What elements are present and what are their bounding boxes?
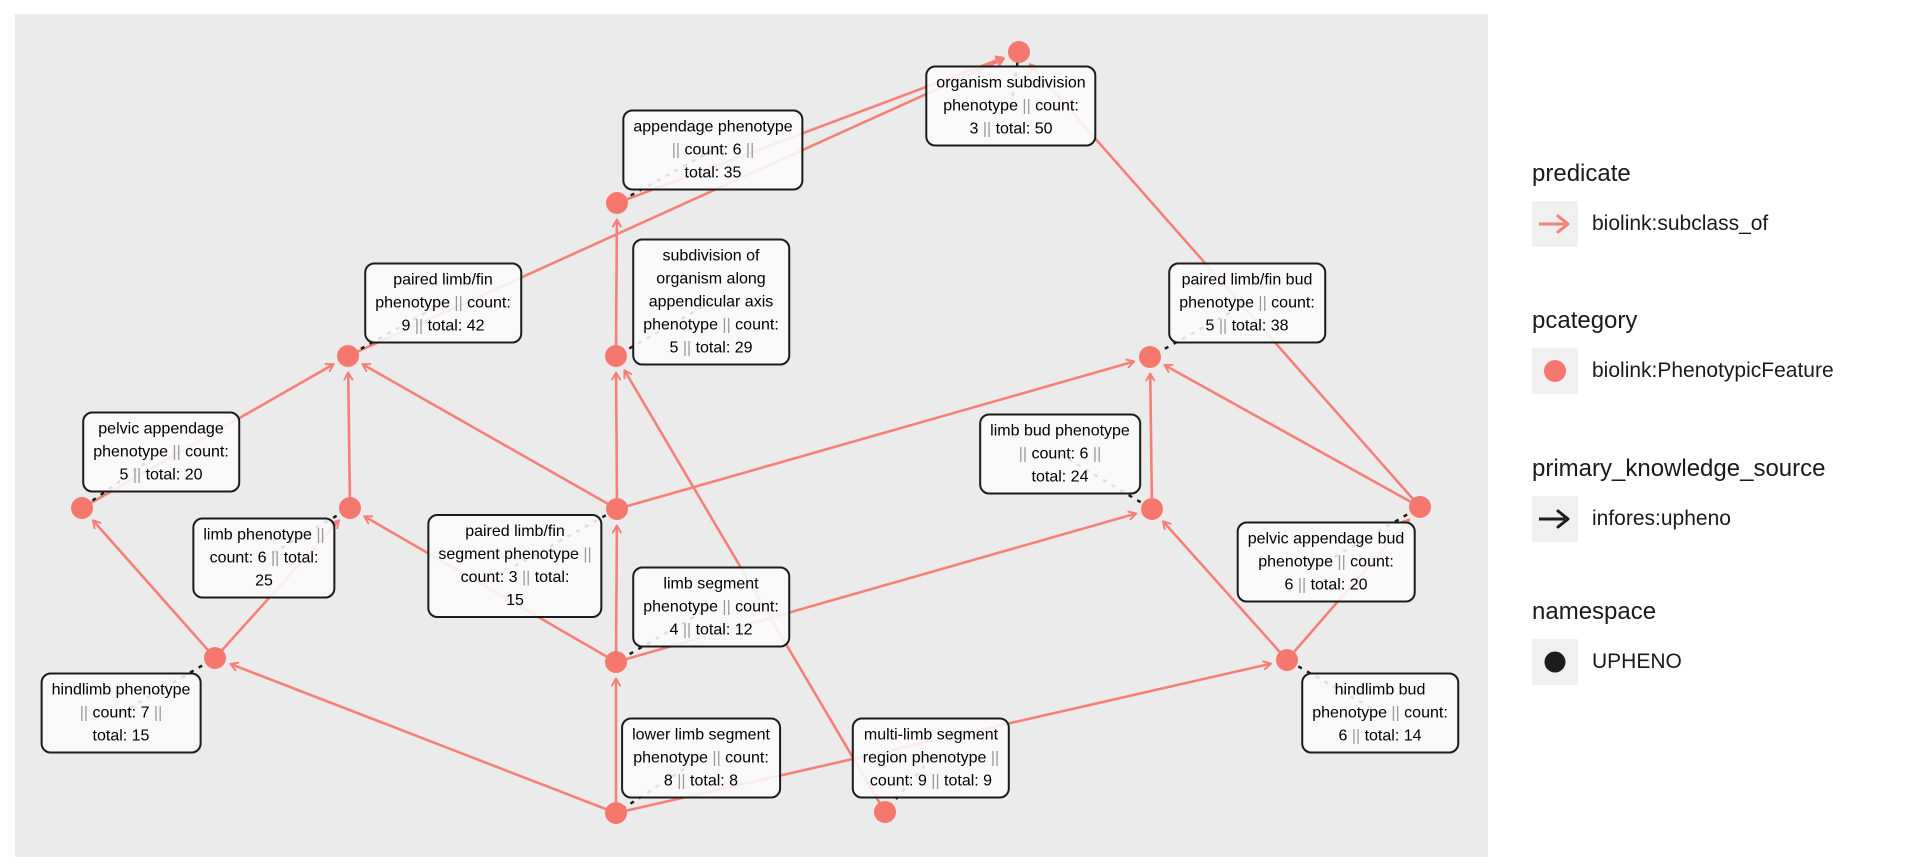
node-organism_subdivision (1008, 41, 1030, 63)
node-label-line: count: 3 || total: (460, 569, 570, 586)
legend (1532, 0, 1912, 865)
node-label-line: phenotype || count: (1312, 704, 1448, 722)
node-label-line: hindlimb phenotype (51, 681, 191, 699)
node-label-line: paired limb/fin (465, 523, 565, 540)
legend-title-pcategory: pcategory (1532, 307, 1638, 334)
node-label-line: pelvic appendage bud (1247, 530, 1405, 548)
edge-limb-to-paired_limb_fin (348, 373, 350, 508)
legend-section-predicate (1532, 160, 1768, 247)
legend-section-pcategory (1532, 307, 1834, 394)
legend-title-primary-knowledge-source: primary_knowledge_source (1532, 455, 1826, 482)
node-paired_limb_fin_bud (1139, 346, 1161, 368)
node-label-line: organism subdivision (936, 74, 1086, 92)
node-label-line: phenotype || count: (93, 443, 229, 461)
node-label-line: phenotype || count: (643, 598, 779, 616)
node-label-line: region phenotype || (862, 749, 1000, 767)
node-paired_limb_fin_segment (606, 498, 628, 520)
edge-subdivision_appendicular-to-appendage (616, 220, 617, 356)
legend-label-predicate: biolink:subclass_of (1592, 212, 1769, 235)
node-hindlimb_bud (1276, 649, 1298, 671)
edge-limb_segment-to-paired_limb_fin_segment (616, 526, 617, 662)
legend-label-namespace: UPHENO (1592, 650, 1682, 673)
node-label-line: count: 9 || total: 9 (869, 772, 993, 790)
node-label-line: appendage phenotype (633, 118, 793, 136)
subclass-of-arrow-icon (1532, 201, 1578, 247)
node-limb_segment (605, 651, 627, 673)
node-label-line: paired limb/fin (393, 271, 493, 289)
node-pelvic_appendage (71, 497, 93, 519)
node-label-line: subdivision of (662, 247, 760, 265)
node-label-line: hindlimb bud (1334, 681, 1426, 699)
node-label-line: || count: 6 || (1018, 445, 1102, 463)
node-label-line: 9 || total: 42 (401, 317, 485, 335)
node-appendage (606, 192, 628, 214)
node-label-line: total: 24 (1031, 468, 1089, 486)
node-label-line: 3 || total: 50 (969, 120, 1053, 138)
node-label-line: appendicular axis (648, 293, 774, 311)
node-label-line: || count: 6 || (671, 141, 755, 159)
node-label-line: 6 || total: 14 (1338, 727, 1422, 745)
legend-label-primary-knowledge-source: infores:upheno (1592, 507, 1731, 530)
node-label-line: phenotype || count: (1258, 553, 1394, 571)
node-hindlimb (204, 647, 226, 669)
node-multi_limb_segment_region (874, 801, 896, 823)
node-label-line: limb phenotype || (203, 526, 325, 544)
node-label-line: phenotype || count: (943, 97, 1079, 115)
legend-title-namespace: namespace (1532, 598, 1657, 625)
node-label-line: multi-limb segment (863, 726, 999, 744)
node-label-line: 5 || total: 20 (119, 466, 203, 484)
upheno-namespace-dot-icon (1532, 639, 1578, 685)
legend-section-primary-knowledge-source (1532, 455, 1825, 542)
node-label-line: organism along (656, 270, 766, 288)
node-label-line: phenotype || count: (1179, 294, 1315, 312)
node-pelvic_appendage_bud (1409, 496, 1431, 518)
node-label-line: phenotype || count: (643, 316, 779, 334)
node-label-line: || count: 7 || (79, 704, 163, 722)
node-limb_bud (1141, 498, 1163, 520)
node-label-line: 15 (506, 592, 524, 609)
legend-label-pcategory: biolink:PhenotypicFeature (1592, 359, 1834, 382)
edge-paired_limb_fin_segment-to-subdivision_appendicular (616, 373, 617, 509)
node-label-line: 5 || total: 29 (669, 339, 753, 357)
node-label-line: total: 15 (92, 727, 150, 745)
node-label-line: 8 || total: 8 (663, 772, 739, 790)
node-label-line: phenotype || count: (375, 294, 511, 312)
node-label-line: 4 || total: 12 (669, 621, 753, 639)
node-label-line: total: 35 (684, 164, 742, 182)
node-limb (339, 497, 361, 519)
node-label-line: lower limb segment (632, 726, 770, 744)
plot-panel (15, 14, 1488, 857)
node-label-line: phenotype || count: (633, 749, 769, 767)
node-subdivision_appendicular (605, 345, 627, 367)
edge-limb_bud-to-paired_limb_fin_bud (1150, 374, 1152, 509)
node-label-line: limb segment (663, 575, 759, 593)
node-label-line: limb bud phenotype (990, 422, 1130, 440)
upheno-arrow-icon (1532, 496, 1578, 542)
phenotypic-feature-dot-icon (1532, 348, 1578, 394)
node-label-line: 5 || total: 38 (1205, 317, 1289, 335)
node-label-line: 6 || total: 20 (1284, 576, 1368, 594)
node-paired_limb_fin (337, 345, 359, 367)
node-label-line: count: 6 || total: (209, 549, 319, 567)
node-label-line: paired limb/fin bud (1181, 271, 1313, 289)
node-label-line: 25 (255, 572, 273, 590)
legend-section-namespace (1532, 598, 1682, 685)
node-label-line: pelvic appendage (98, 420, 224, 438)
node-label-line: segment phenotype || (438, 546, 592, 563)
legend-title-predicate: predicate (1532, 160, 1631, 187)
node-lower_limb_segment (605, 802, 627, 824)
